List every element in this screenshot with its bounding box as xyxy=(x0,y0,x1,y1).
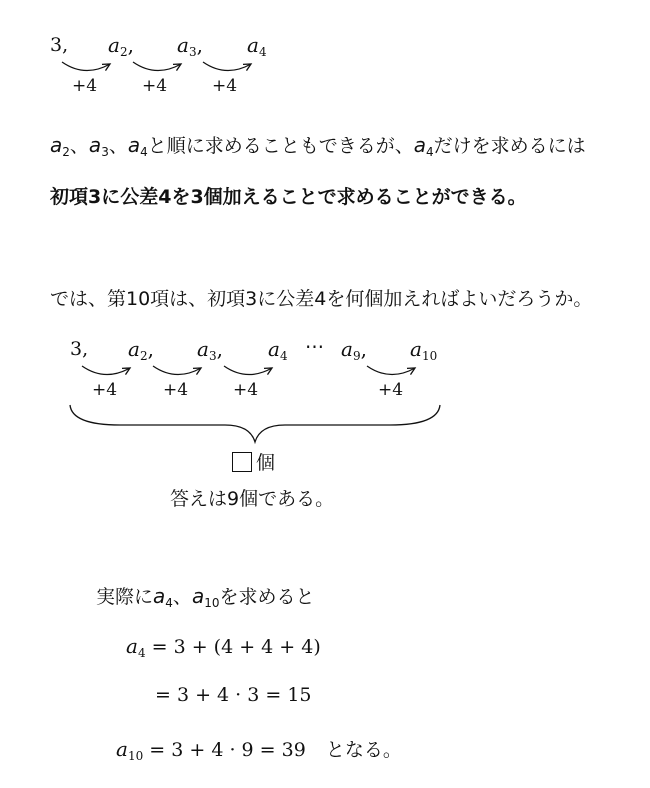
seq2-term-a4: $a_4$ xyxy=(268,337,288,363)
eq1-lhs: $a_4$ xyxy=(126,634,146,660)
seq2-arc-2 xyxy=(153,366,201,375)
seq1-step-2: +4 xyxy=(142,76,168,96)
seq1-first-term: 3, xyxy=(50,34,69,56)
answer-text: 答えは9個である。 xyxy=(170,488,335,510)
seq2-arc-4 xyxy=(367,366,415,375)
seq1-term-a3: $a_3$, xyxy=(177,33,203,59)
explanation-line-1: $a_2$、$a_3$、$a_4$と順に求めることもできるが、$a_4$だけを求めるには xyxy=(50,133,586,159)
seq2-step-3: +4 xyxy=(233,380,259,400)
seq1-arc-3 xyxy=(203,62,251,71)
calc-intro-a4: $a_4$ xyxy=(153,584,173,610)
explanation-line-2-bold: 初項3に公差4を3個加えることで求めることができる。 xyxy=(50,186,527,208)
calc-intro-a10: $a_{10}$ xyxy=(191,584,220,610)
seq2-first-term: 3, xyxy=(70,338,89,360)
equation-2: = 3 + 4 · 3 = 15 xyxy=(155,684,312,706)
seq1-step-3: +4 xyxy=(212,76,238,96)
term-a4: $a_4$ xyxy=(127,133,148,159)
question-line: では、第10項は、初項3に公差4を何個加えればよいだろうか。 xyxy=(50,288,593,310)
seq2-term-a10: $a_{10}$ xyxy=(410,337,438,363)
seq2-ellipsis: ⋯ xyxy=(305,336,324,358)
answer-blank-box xyxy=(232,452,252,472)
term-a3: $a_3$ xyxy=(88,133,109,159)
curly-brace xyxy=(70,405,440,442)
seq2-term-a3: $a_3$, xyxy=(197,337,223,363)
seq2-arc-1 xyxy=(82,366,130,375)
equation-1 xyxy=(126,634,321,660)
seq1-term-a2: $a_2$, xyxy=(108,33,134,59)
seq1-arc-2 xyxy=(133,62,181,71)
term-a4-second: $a_4$ xyxy=(413,133,434,159)
seq2-arc-3 xyxy=(224,366,272,375)
equation-3 xyxy=(116,735,402,763)
seq2-term-a9: $a_9$, xyxy=(341,337,367,363)
seq1-term-a4: $a_4$ xyxy=(247,33,267,59)
seq2-step-4: +4 xyxy=(378,380,404,400)
calc-intro: 実際に$a_4$、$a_{10}$を求めると xyxy=(96,584,315,610)
eq3-tail: となる。 xyxy=(325,739,402,761)
seq1-arc-1 xyxy=(62,62,110,71)
term-a2: $a_2$ xyxy=(50,133,70,159)
blank-count: 個 xyxy=(232,448,275,475)
seq1-step-1: +4 xyxy=(72,76,98,96)
seq2-term-a2: $a_2$, xyxy=(128,337,154,363)
seq2-step-2: +4 xyxy=(163,380,189,400)
eq1-rhs: = 3 + (4 + 4 + 4) xyxy=(151,636,321,658)
eq3-lhs: $a_{10}$ xyxy=(116,737,144,763)
eq3-rhs: = 3 + 4 · 9 = 39 xyxy=(149,739,306,761)
seq2-step-1: +4 xyxy=(92,380,118,400)
